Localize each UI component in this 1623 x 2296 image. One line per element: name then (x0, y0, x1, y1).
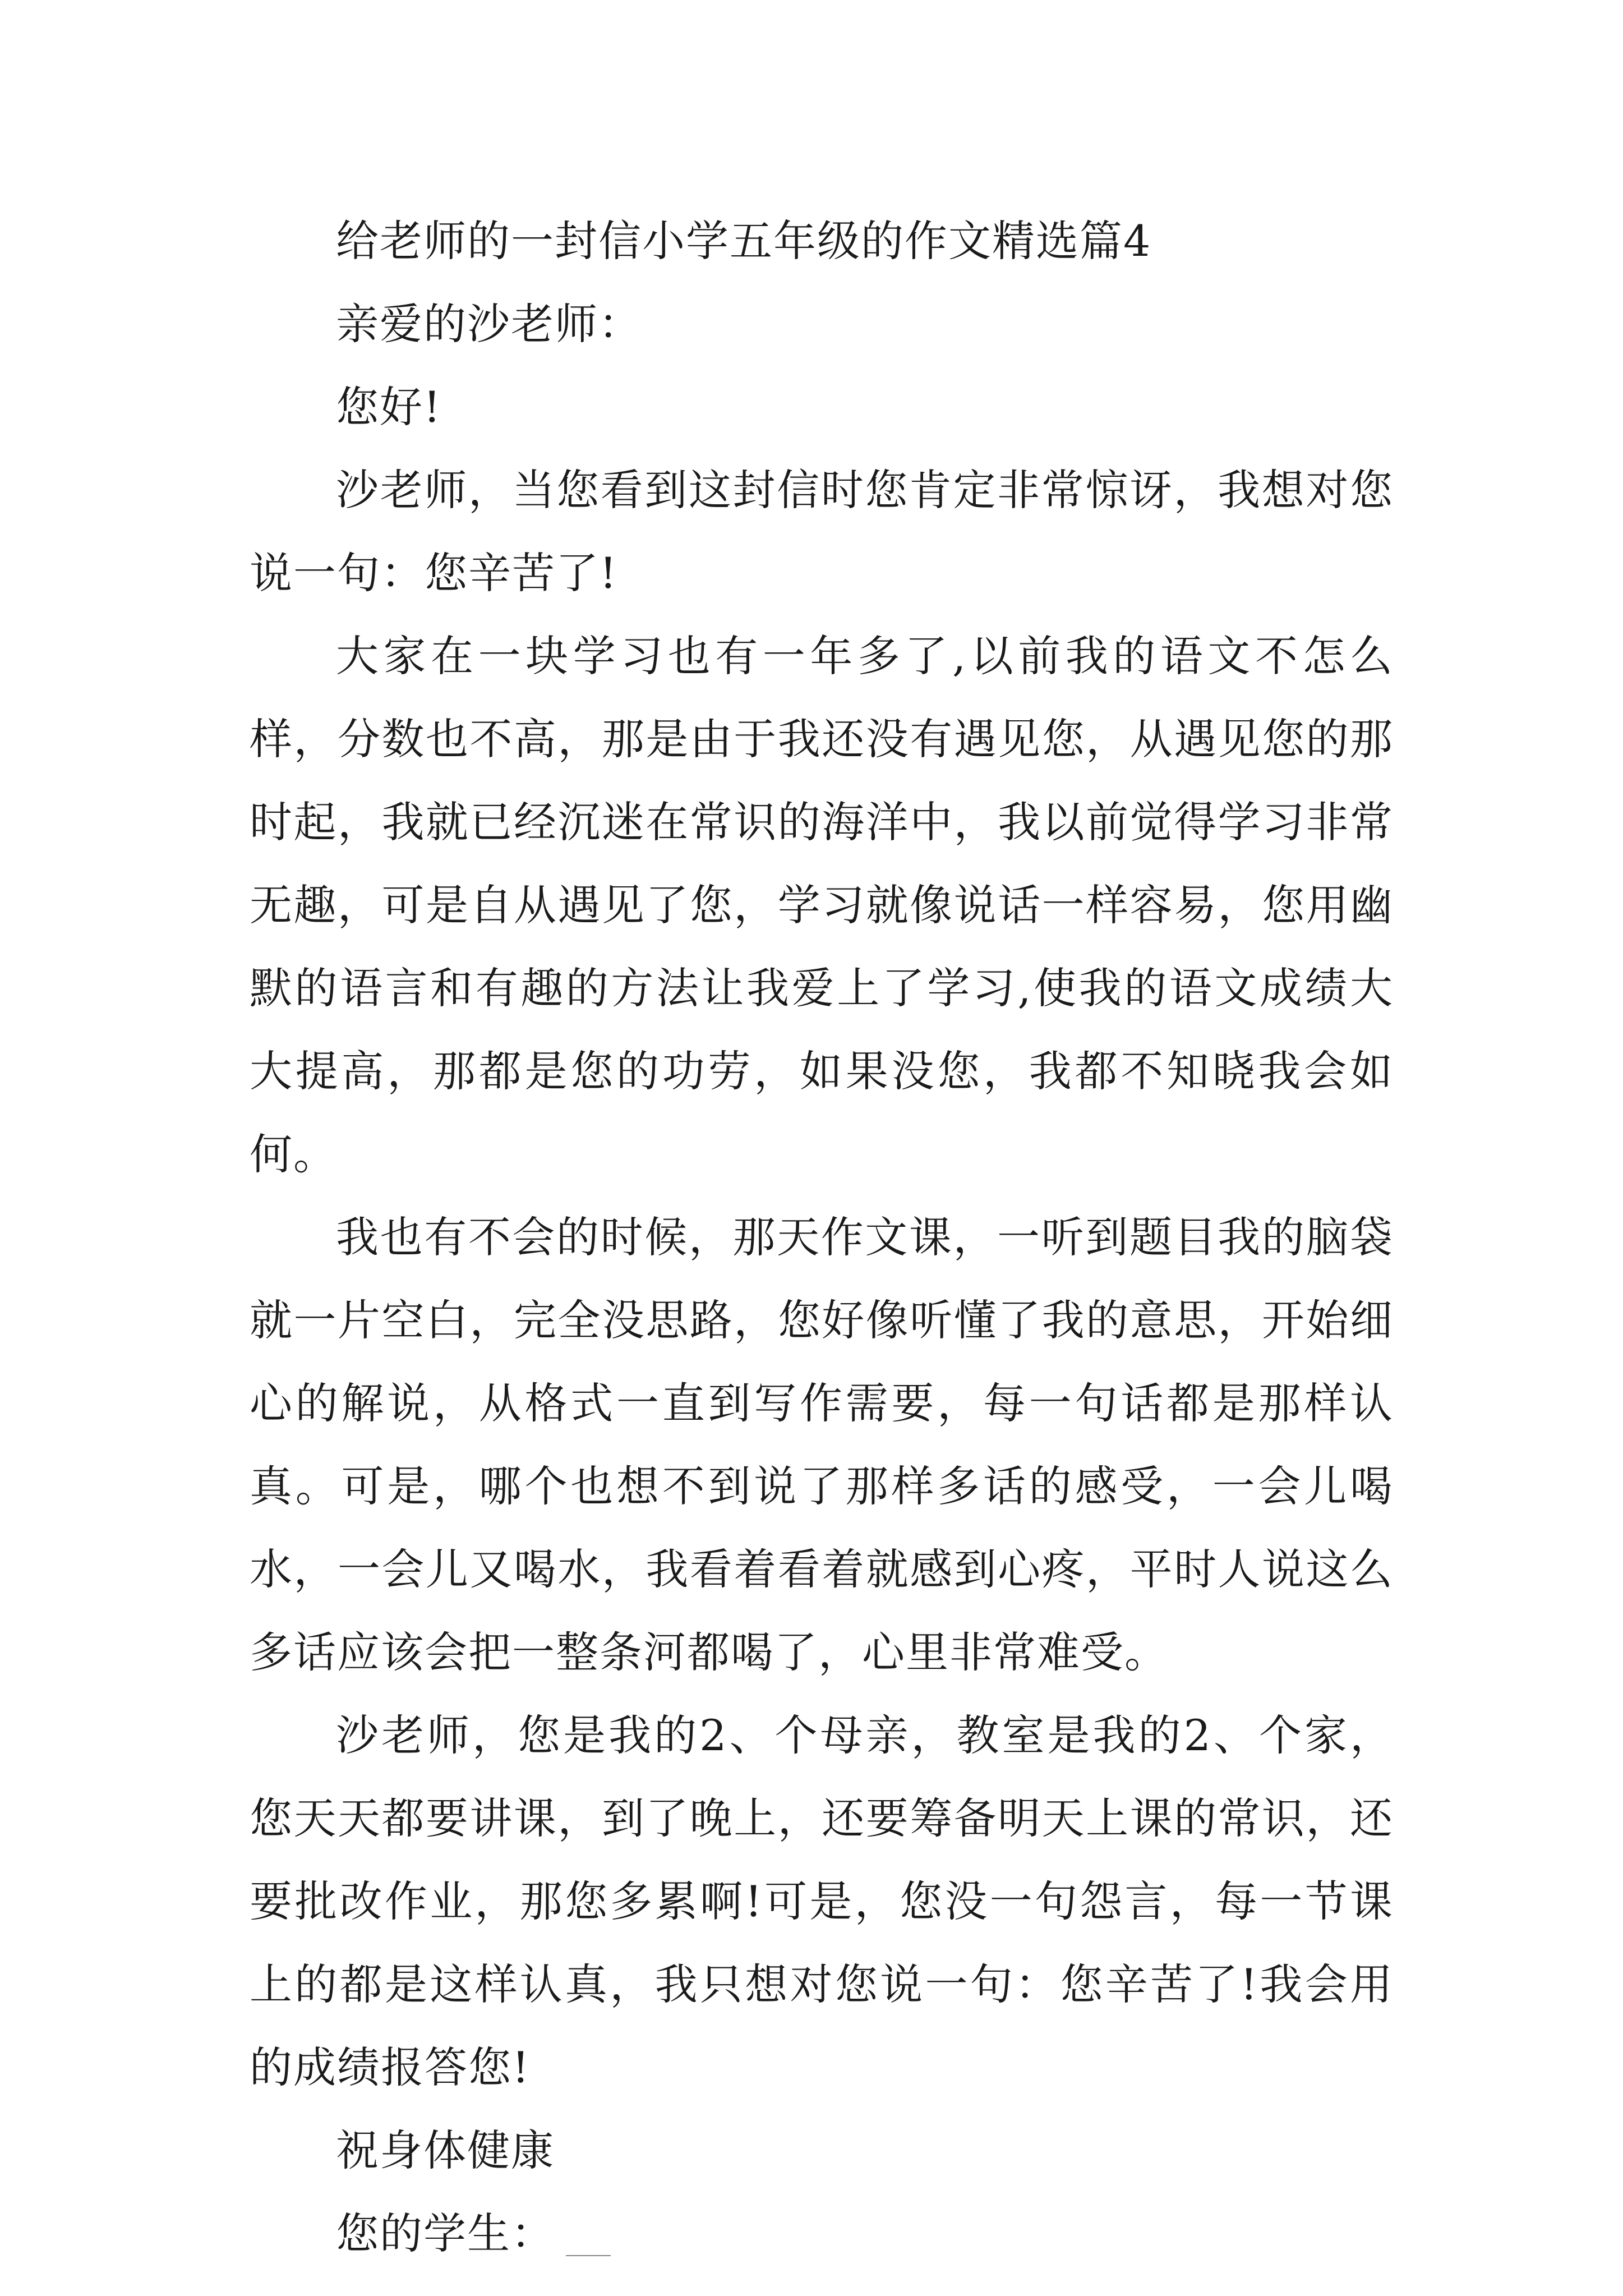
document-title: 给老师的一封信小学五年级的作文精选篇4 (336, 216, 1152, 266)
signature-label: 您的学生： (336, 2208, 555, 2258)
body-paragraph-4: 沙老师，您是我的2、个母亲，教室是我的2、个家，您天天都要讲课，到了晚上，还要筹备明天上课的常识，还要批改作业，那您多累啊!可是，您没一句怨言，每一节课上的都是这样认真，我只想对您说一句：您辛苦了!我会用的成绩报答您! (250, 1710, 1394, 2092)
signature-blank (566, 2255, 611, 2256)
body-paragraph-1: 沙老师，当您看到这封信时您肯定非常惊讶，我想对您说一句：您辛苦了! (250, 465, 1394, 598)
greeting: 您好! (336, 382, 442, 432)
salutation: 亲爱的沙老师： (336, 299, 642, 349)
letter-body (250, 200, 1394, 2275)
closing-wish: 祝身体健康 (336, 2125, 555, 2175)
signature-row (250, 2192, 1394, 2275)
body-paragraph-2: 大家在一块学习也有一年多了,以前我的语文不怎么样，分数也不高，那是由于我还没有遇见您，从遇见您的那时起，我就已经沉迷在常识的海洋中，我以前觉得学习非常无趣，可是自从遇见了您，学习就像说话一样容易，您用幽默的语言和有趣的方法让我爱上了学习,使我的语文成绩大大提高，那都是您的功劳，如果没您，我都不知晓我会如何。 (250, 631, 1394, 1179)
body-paragraph-3: 我也有不会的时候，那天作文课，一听到题目我的脑袋就一片空白，完全没思路，您好像听懂了我的意思，开始细心的解说，从格式一直到写作需要，每一句话都是那样认真。可是，哪个也想不到说了那样多话的感受，一会儿喝水，一会儿又喝水，我看着看着就感到心疼，平时人说这么多话应该会把一整条河都喝了，心里非常难受。 (250, 1212, 1394, 1677)
